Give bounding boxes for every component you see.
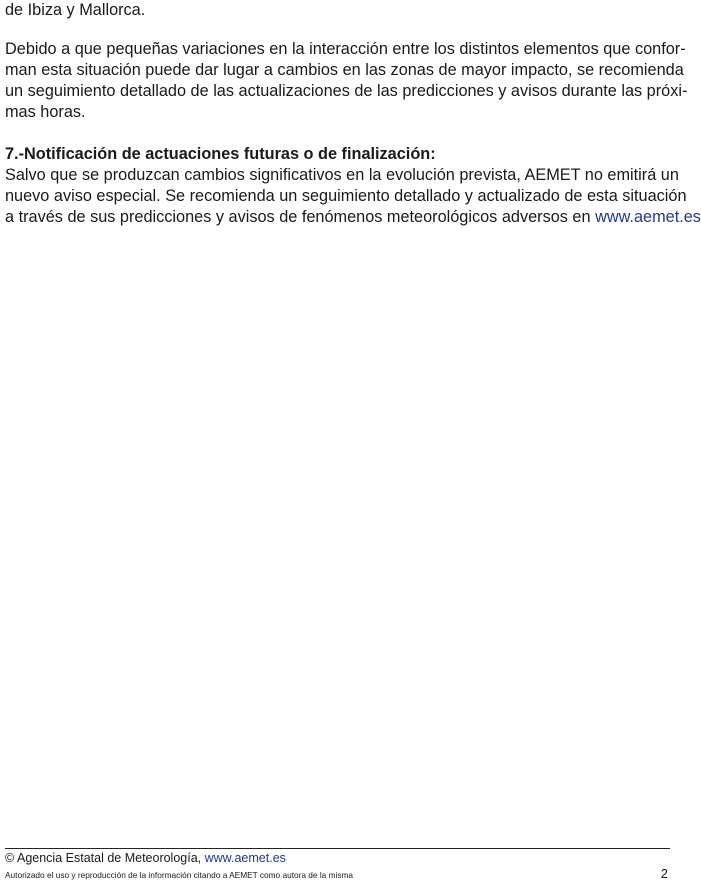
section-7-line-2: nuevo aviso especial. Se recomienda un seguimiento detallado y actualizado de esta situación bbox=[5, 187, 687, 205]
debido-line-1: Debido a que pequeñas variaciones en la interacción entre los distintos elementos que confor- bbox=[5, 40, 686, 58]
debido-line-3: un seguimiento detallado de las actualizaciones de las predicciones y avisos durante las próxi- bbox=[5, 82, 688, 100]
debido-line-2: man esta situación puede dar lugar a cambios en las zonas de mayor impacto, se recomienda bbox=[5, 61, 684, 79]
document-page bbox=[5, 0, 701, 885]
footer-divider bbox=[5, 848, 670, 849]
footer-copyright bbox=[5, 851, 286, 866]
section-7-line-3-text: a través de sus predicciones y avisos de fenómenos meteorológicos adversos en bbox=[5, 208, 596, 226]
page-number: 2 bbox=[660, 866, 668, 881]
footer-authorization: Autorizado el uso y reproducción de la información citando a AEMET como autora de la misma bbox=[5, 870, 354, 880]
intro-fragment bbox=[5, 0, 670, 21]
intro-line: de Ibiza y Mallorca. bbox=[5, 1, 146, 19]
section-7-line-1: Salvo que se produzcan cambios significativos en la evolución prevista, AEMET no emitirá un bbox=[5, 166, 679, 184]
debido-paragraph bbox=[5, 39, 688, 123]
section-7-paragraph bbox=[5, 165, 701, 228]
footer-copyright-text: © Agencia Estatal de Meteorología, bbox=[5, 851, 205, 865]
debido-line-4: mas horas. bbox=[5, 103, 86, 121]
section-7-line-3 bbox=[5, 207, 701, 228]
footer-aemet-link[interactable]: www.aemet.es bbox=[204, 851, 286, 865]
aemet-link[interactable]: www.aemet.es bbox=[595, 208, 701, 226]
section-7 bbox=[5, 144, 701, 228]
section-7-heading: 7.-Notificación de actuaciones futuras o de finalización: bbox=[5, 145, 436, 163]
